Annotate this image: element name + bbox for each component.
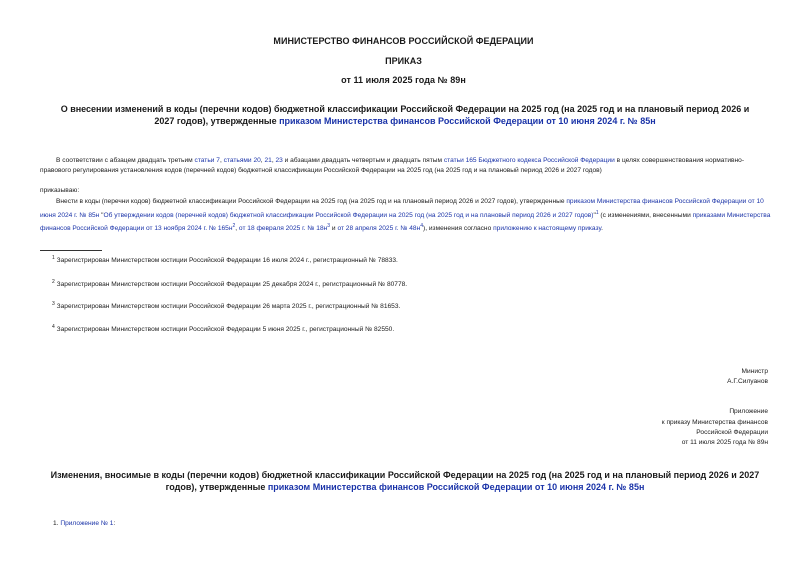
- body-text: .: [601, 225, 603, 233]
- link-order-85n[interactable]: приказом Министерства финансов Российской Федерации от 10 июня 2024 г. № 85н: [40, 198, 764, 219]
- footnote-text: Зарегистрирован Министерством юстиции Российской Федерации 5 июня 2025 г., регистрационный № 82550.: [56, 326, 395, 334]
- link-order-85n-title[interactable]: Об утверждении кодов (перечней кодов) бюджетной классификации Российской Федерации на 2025 год (на 2025 год и на плановый период 2026 и 2027 годов): [103, 211, 594, 219]
- footnote-mark: 2: [52, 279, 55, 285]
- footnote-ref-1[interactable]: 1: [595, 209, 599, 216]
- body-text: и: [330, 225, 338, 233]
- title-order-link[interactable]: приказом Министерства финансов Российской Федерации от 10 июня 2024 г. № 85н: [279, 116, 656, 126]
- footnote-text: Зарегистрирован Министерством юстиции Российской Федерации 25 декабря 2024 г., регистрационный № 80778.: [56, 281, 408, 289]
- link-order-165n[interactable]: приказами Министерства финансов Российской Федерации от 13 ноября 2024 г. № 165н: [40, 211, 771, 233]
- item-1-prefix: 1.: [53, 520, 61, 527]
- appendix-title: [50, 469, 760, 493]
- appendix-title-text: Изменения, вносимые в коды (перечни кодов) бюджетной классификации Российской Федерации на 2025 год (на 2025 год и на плановый период 2026 и 2027 годов), утвержденные: [50, 470, 760, 492]
- signature-name: А.Г.Силуанов: [727, 378, 768, 385]
- preamble-text: ,: [219, 157, 224, 164]
- link-article-7[interactable]: статьи 7: [194, 157, 220, 164]
- link-order-18n[interactable]: от 18 февраля 2025 г. № 18н: [238, 225, 328, 233]
- body-text: ": [593, 211, 596, 219]
- body-text: (с изменениями, внесенными: [598, 211, 693, 219]
- document-title-text: О внесении изменений в коды (перечни кодов) бюджетной классификации Российской Федерации на 2025 год (на 2025 год и на плановый период 2026 и 2027 годов), утвержденные: [60, 104, 750, 126]
- footnote-separator: [40, 250, 102, 251]
- body-text: Внести в коды (перечни кодов) бюджетной классификации Российской Федерации на 2025 год (на 2025 год и на плановый период 2026 и 2027 годов), утвержденные: [56, 198, 567, 205]
- document-type: ПРИКАЗ: [385, 56, 422, 66]
- link-appendix[interactable]: приложению к настоящему приказу: [493, 225, 602, 233]
- item-1-suffix: :: [113, 520, 116, 527]
- item-1: [53, 519, 115, 529]
- preamble-text: В соответствии с абзацем двадцать третьим: [56, 157, 195, 164]
- body-paragraph: [40, 196, 772, 235]
- footnote-ref-4[interactable]: 4: [420, 223, 424, 230]
- appendix-ref-line1: к приказу Министерства финансов: [661, 419, 768, 426]
- signature-position: Министр: [741, 368, 768, 375]
- appendix-label: Приложение: [729, 408, 768, 415]
- order-word: приказываю:: [40, 187, 80, 194]
- ministry-name: МИНИСТЕРСТВО ФИНАНСОВ РОССИЙСКОЙ ФЕДЕРАЦИИ: [273, 36, 534, 46]
- body-text: ,: [235, 225, 239, 233]
- link-article-20[interactable]: статьями 20: [223, 157, 261, 164]
- footnote-3: [52, 299, 752, 312]
- preamble-paragraph: [40, 156, 770, 176]
- document-title: [55, 103, 755, 127]
- footnote-1: [52, 253, 752, 266]
- preamble-text: в целях совершенствования нормативно-правового регулирования установления кодов (перечней кодов) бюджетной классификации Российской Федерации на 2025 год (на 2025 год и на плановый период 2026 и 2027 годов): [40, 157, 745, 174]
- footnote-4: [52, 322, 752, 335]
- preamble-text: и абзацами двадцать четвертым и двадцать пятым: [282, 157, 444, 164]
- preamble-text: ,: [271, 157, 276, 164]
- footnote-2: [52, 277, 752, 290]
- link-article-21[interactable]: 21: [264, 157, 272, 164]
- body-text: ": [99, 211, 104, 219]
- link-appendix-1[interactable]: Приложение № 1: [60, 520, 114, 527]
- link-article-23[interactable]: 23: [275, 157, 283, 164]
- appendix-ref-line3: от 11 июля 2025 года № 89н: [681, 439, 768, 446]
- footnote-text: Зарегистрирован Министерством юстиции Российской Федерации 26 марта 2025 г., регистрационный № 81653.: [56, 303, 401, 311]
- footnote-mark: 1: [52, 255, 55, 261]
- footnote-mark: 4: [52, 324, 55, 330]
- document-date-number: от 11 июля 2025 года № 89н: [341, 75, 466, 85]
- preamble-text: ,: [260, 157, 265, 164]
- link-order-48n[interactable]: от 28 апреля 2025 г. № 48н: [337, 225, 421, 233]
- link-budget-code-article-165[interactable]: статьи 165 Бюджетного кодекса Российской Федерации: [443, 157, 615, 164]
- body-text: ), изменения согласно: [423, 225, 494, 233]
- appendix-title-order-link[interactable]: приказом Министерства финансов Российской Федерации от 10 июня 2024 г. № 85н: [267, 482, 645, 492]
- footnote-ref-3[interactable]: 3: [327, 223, 331, 230]
- footnote-mark: 3: [52, 301, 55, 307]
- appendix-ref-line2: Российской Федерации: [696, 429, 768, 436]
- footnote-text: Зарегистрирован Министерством юстиции Российской Федерации 16 июля 2024 г., регистрационный № 78833.: [56, 257, 398, 265]
- footnote-ref-2[interactable]: 2: [232, 223, 236, 230]
